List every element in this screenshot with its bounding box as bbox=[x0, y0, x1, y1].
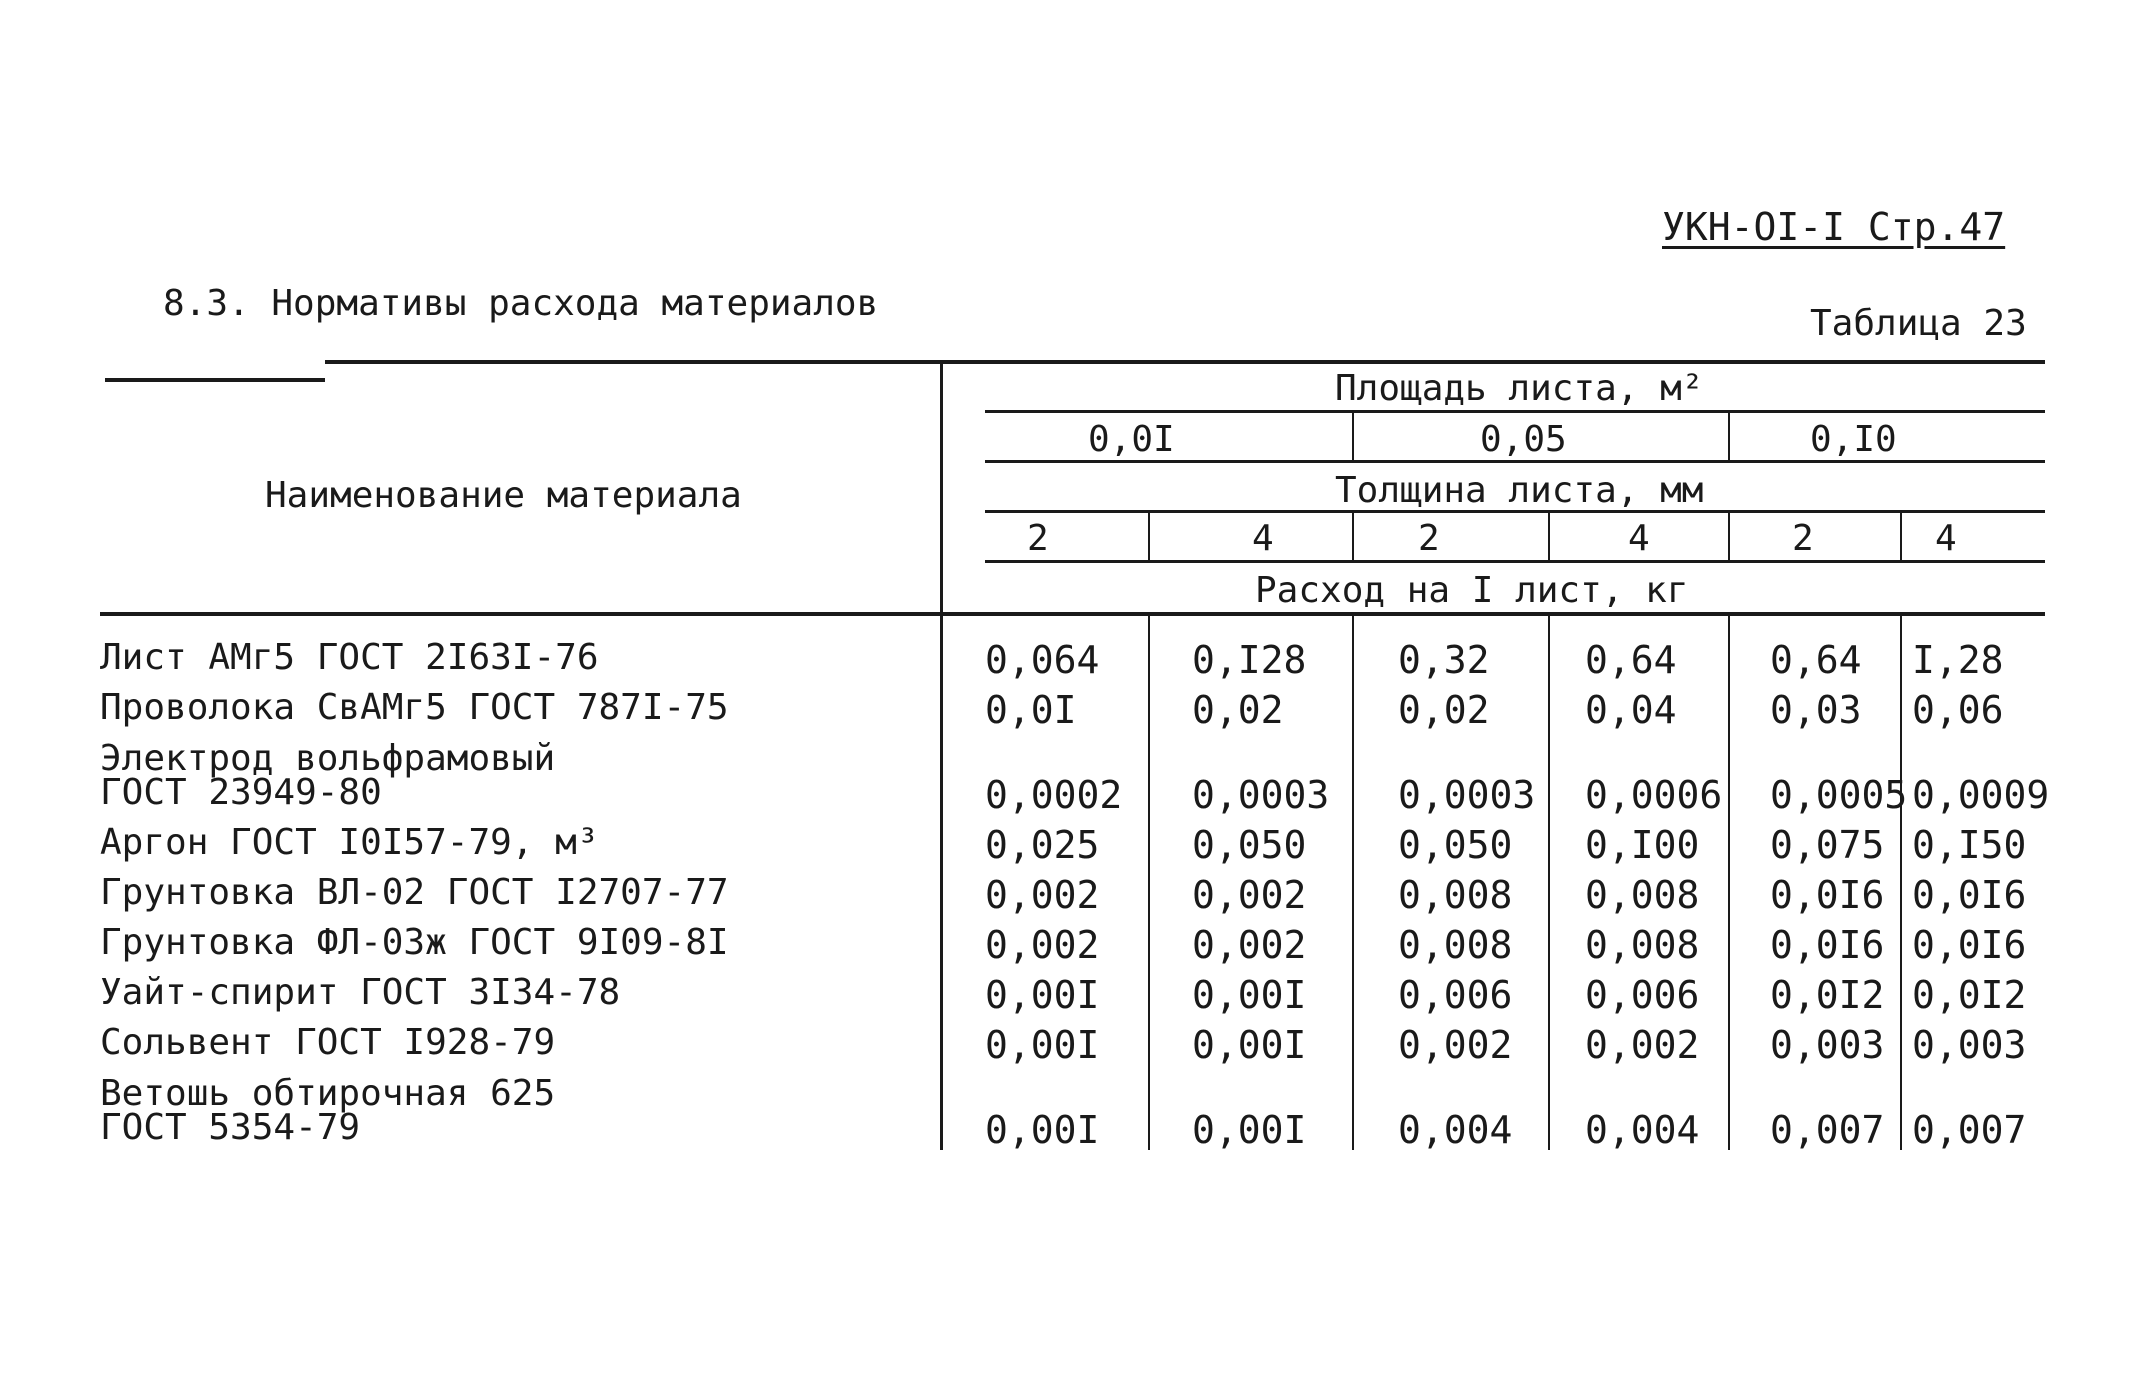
consumption-value: 0,0002 bbox=[985, 773, 1123, 817]
consumption-value: 0,008 bbox=[1398, 873, 1513, 917]
thickness-value-6: 4 bbox=[1935, 518, 1957, 559]
material-name: Проволока СвАМг5 ГОСТ 787I-75 bbox=[100, 687, 729, 728]
consumption-value: 0,0I2 bbox=[1770, 973, 1885, 1017]
column-divider-3 bbox=[1548, 616, 1550, 1150]
consumption-value: 0,00I bbox=[1192, 973, 1307, 1017]
consumption-value: 0,64 bbox=[1585, 638, 1677, 682]
table-number: Таблица 23 bbox=[1810, 303, 2027, 344]
consumption-value: 0,0005 bbox=[1770, 773, 1908, 817]
consumption-value: 0,007 bbox=[1770, 1108, 1885, 1152]
thickness-value-3: 2 bbox=[1418, 518, 1440, 559]
consumption-value: 0,006 bbox=[1398, 973, 1513, 1017]
section-title: 8.3. Нормативы расхода материалов bbox=[163, 283, 879, 324]
consumption-value: 0,0I6 bbox=[1912, 923, 2027, 967]
consumption-value: 0,0I2 bbox=[1912, 973, 2027, 1017]
sheet-thickness-header: Толщина листа, мм bbox=[1335, 470, 1704, 511]
consumption-value: 0,0I6 bbox=[1770, 923, 1885, 967]
area-header-rule bbox=[985, 410, 2045, 413]
material-name-header: Наименование материала bbox=[265, 475, 742, 516]
thickness-divider-4 bbox=[1728, 510, 1730, 562]
consumption-value: 0,002 bbox=[1398, 1023, 1513, 1067]
consumption-value: 0,04 bbox=[1585, 688, 1677, 732]
thickness-value-1: 2 bbox=[1027, 518, 1049, 559]
consumption-value: 0,007 bbox=[1912, 1108, 2027, 1152]
consumption-value: 0,32 bbox=[1398, 638, 1490, 682]
material-name: Уайт-спирит ГОСТ 3I34-78 bbox=[100, 972, 621, 1013]
thickness-divider-3 bbox=[1548, 510, 1550, 562]
consumption-value: 0,003 bbox=[1770, 1023, 1885, 1067]
consumption-value: 0,I00 bbox=[1585, 823, 1700, 867]
thickness-divider-1 bbox=[1148, 510, 1150, 562]
consumption-value: 0,03 bbox=[1770, 688, 1862, 732]
material-name: ГОСТ 5354-79 bbox=[100, 1107, 361, 1148]
consumption-value: 0,I28 bbox=[1192, 638, 1307, 682]
consumption-value: 0,008 bbox=[1398, 923, 1513, 967]
consumption-value: 0,0I bbox=[985, 688, 1077, 732]
material-name: Сольвент ГОСТ I928-79 bbox=[100, 1022, 556, 1063]
consumption-value: 0,003 bbox=[1912, 1023, 2027, 1067]
name-column-divider bbox=[940, 360, 943, 1150]
column-divider-4 bbox=[1728, 616, 1730, 1150]
thickness-divider-5 bbox=[1900, 510, 1902, 562]
material-name: Грунтовка ФЛ-03ж ГОСТ 9I09-8I bbox=[100, 922, 729, 963]
consumption-value: 0,002 bbox=[985, 873, 1100, 917]
thickness-value-4: 4 bbox=[1628, 518, 1650, 559]
document-code: УКН-OI-I Стр.47 bbox=[1662, 205, 2006, 249]
consumption-value: 0,008 bbox=[1585, 923, 1700, 967]
consumption-value: 0,006 bbox=[1585, 973, 1700, 1017]
thickness-value-2: 4 bbox=[1252, 518, 1274, 559]
consumption-value: 0,002 bbox=[1192, 923, 1307, 967]
column-divider-5 bbox=[1900, 616, 1902, 1150]
consumption-value: 0,00I bbox=[985, 973, 1100, 1017]
material-name: Аргон ГОСТ I0I57-79, м³ bbox=[100, 822, 599, 863]
area-values-rule bbox=[985, 460, 2045, 463]
table-top-rule-right bbox=[325, 360, 2045, 364]
sheet-area-header: Площадь листа, м² bbox=[1335, 368, 1704, 409]
material-name: Лист АМг5 ГОСТ 2I63I-76 bbox=[100, 637, 599, 678]
column-divider-2 bbox=[1352, 616, 1354, 1150]
area-value-1: 0,0I bbox=[1088, 419, 1175, 460]
consumption-value: 0,050 bbox=[1192, 823, 1307, 867]
consumption-value: 0,I50 bbox=[1912, 823, 2027, 867]
consumption-value: 0,0003 bbox=[1192, 773, 1330, 817]
consumption-value: 0,0I6 bbox=[1770, 873, 1885, 917]
area-divider-1 bbox=[1352, 410, 1354, 462]
consumption-value: 0,0006 bbox=[1585, 773, 1723, 817]
consumption-value: 0,002 bbox=[1585, 1023, 1700, 1067]
consumption-value: 0,064 bbox=[985, 638, 1100, 682]
consumption-value: 0,050 bbox=[1398, 823, 1513, 867]
consumption-value: 0,00I bbox=[1192, 1023, 1307, 1067]
consumption-value: 0,06 bbox=[1912, 688, 2004, 732]
consumption-value: 0,02 bbox=[1192, 688, 1284, 732]
material-name: Электрод вольфрамовый bbox=[100, 738, 556, 779]
consumption-value: 0,0009 bbox=[1912, 773, 2050, 817]
thickness-value-5: 2 bbox=[1792, 518, 1814, 559]
consumption-value: 0,02 bbox=[1398, 688, 1490, 732]
consumption-value: 0,004 bbox=[1585, 1108, 1700, 1152]
consumption-header: Расход на I лист, кг bbox=[1255, 570, 1689, 611]
consumption-value: 0,004 bbox=[1398, 1108, 1513, 1152]
thickness-values-rule bbox=[985, 560, 2045, 563]
material-name: Ветошь обтирочная 625 bbox=[100, 1073, 556, 1114]
area-value-2: 0,05 bbox=[1480, 419, 1567, 460]
consumption-value: 0,002 bbox=[985, 923, 1100, 967]
consumption-value: I,28 bbox=[1912, 638, 2004, 682]
consumption-value: 0,0I6 bbox=[1912, 873, 2027, 917]
consumption-value: 0,008 bbox=[1585, 873, 1700, 917]
column-divider-1 bbox=[1148, 616, 1150, 1150]
area-divider-2 bbox=[1728, 410, 1730, 462]
consumption-value: 0,0003 bbox=[1398, 773, 1536, 817]
material-name: ГОСТ 23949-80 bbox=[100, 772, 382, 813]
thickness-divider-2 bbox=[1352, 510, 1354, 562]
table-top-rule-left bbox=[105, 378, 325, 382]
consumption-value: 0,00I bbox=[1192, 1108, 1307, 1152]
area-value-3: 0,I0 bbox=[1810, 419, 1897, 460]
material-name: Грунтовка ВЛ-02 ГОСТ I2707-77 bbox=[100, 872, 729, 913]
consumption-value: 0,075 bbox=[1770, 823, 1885, 867]
consumption-value: 0,025 bbox=[985, 823, 1100, 867]
header-bottom-rule bbox=[100, 612, 2045, 616]
consumption-value: 0,002 bbox=[1192, 873, 1307, 917]
consumption-value: 0,00I bbox=[985, 1108, 1100, 1152]
consumption-value: 0,64 bbox=[1770, 638, 1862, 682]
consumption-value: 0,00I bbox=[985, 1023, 1100, 1067]
